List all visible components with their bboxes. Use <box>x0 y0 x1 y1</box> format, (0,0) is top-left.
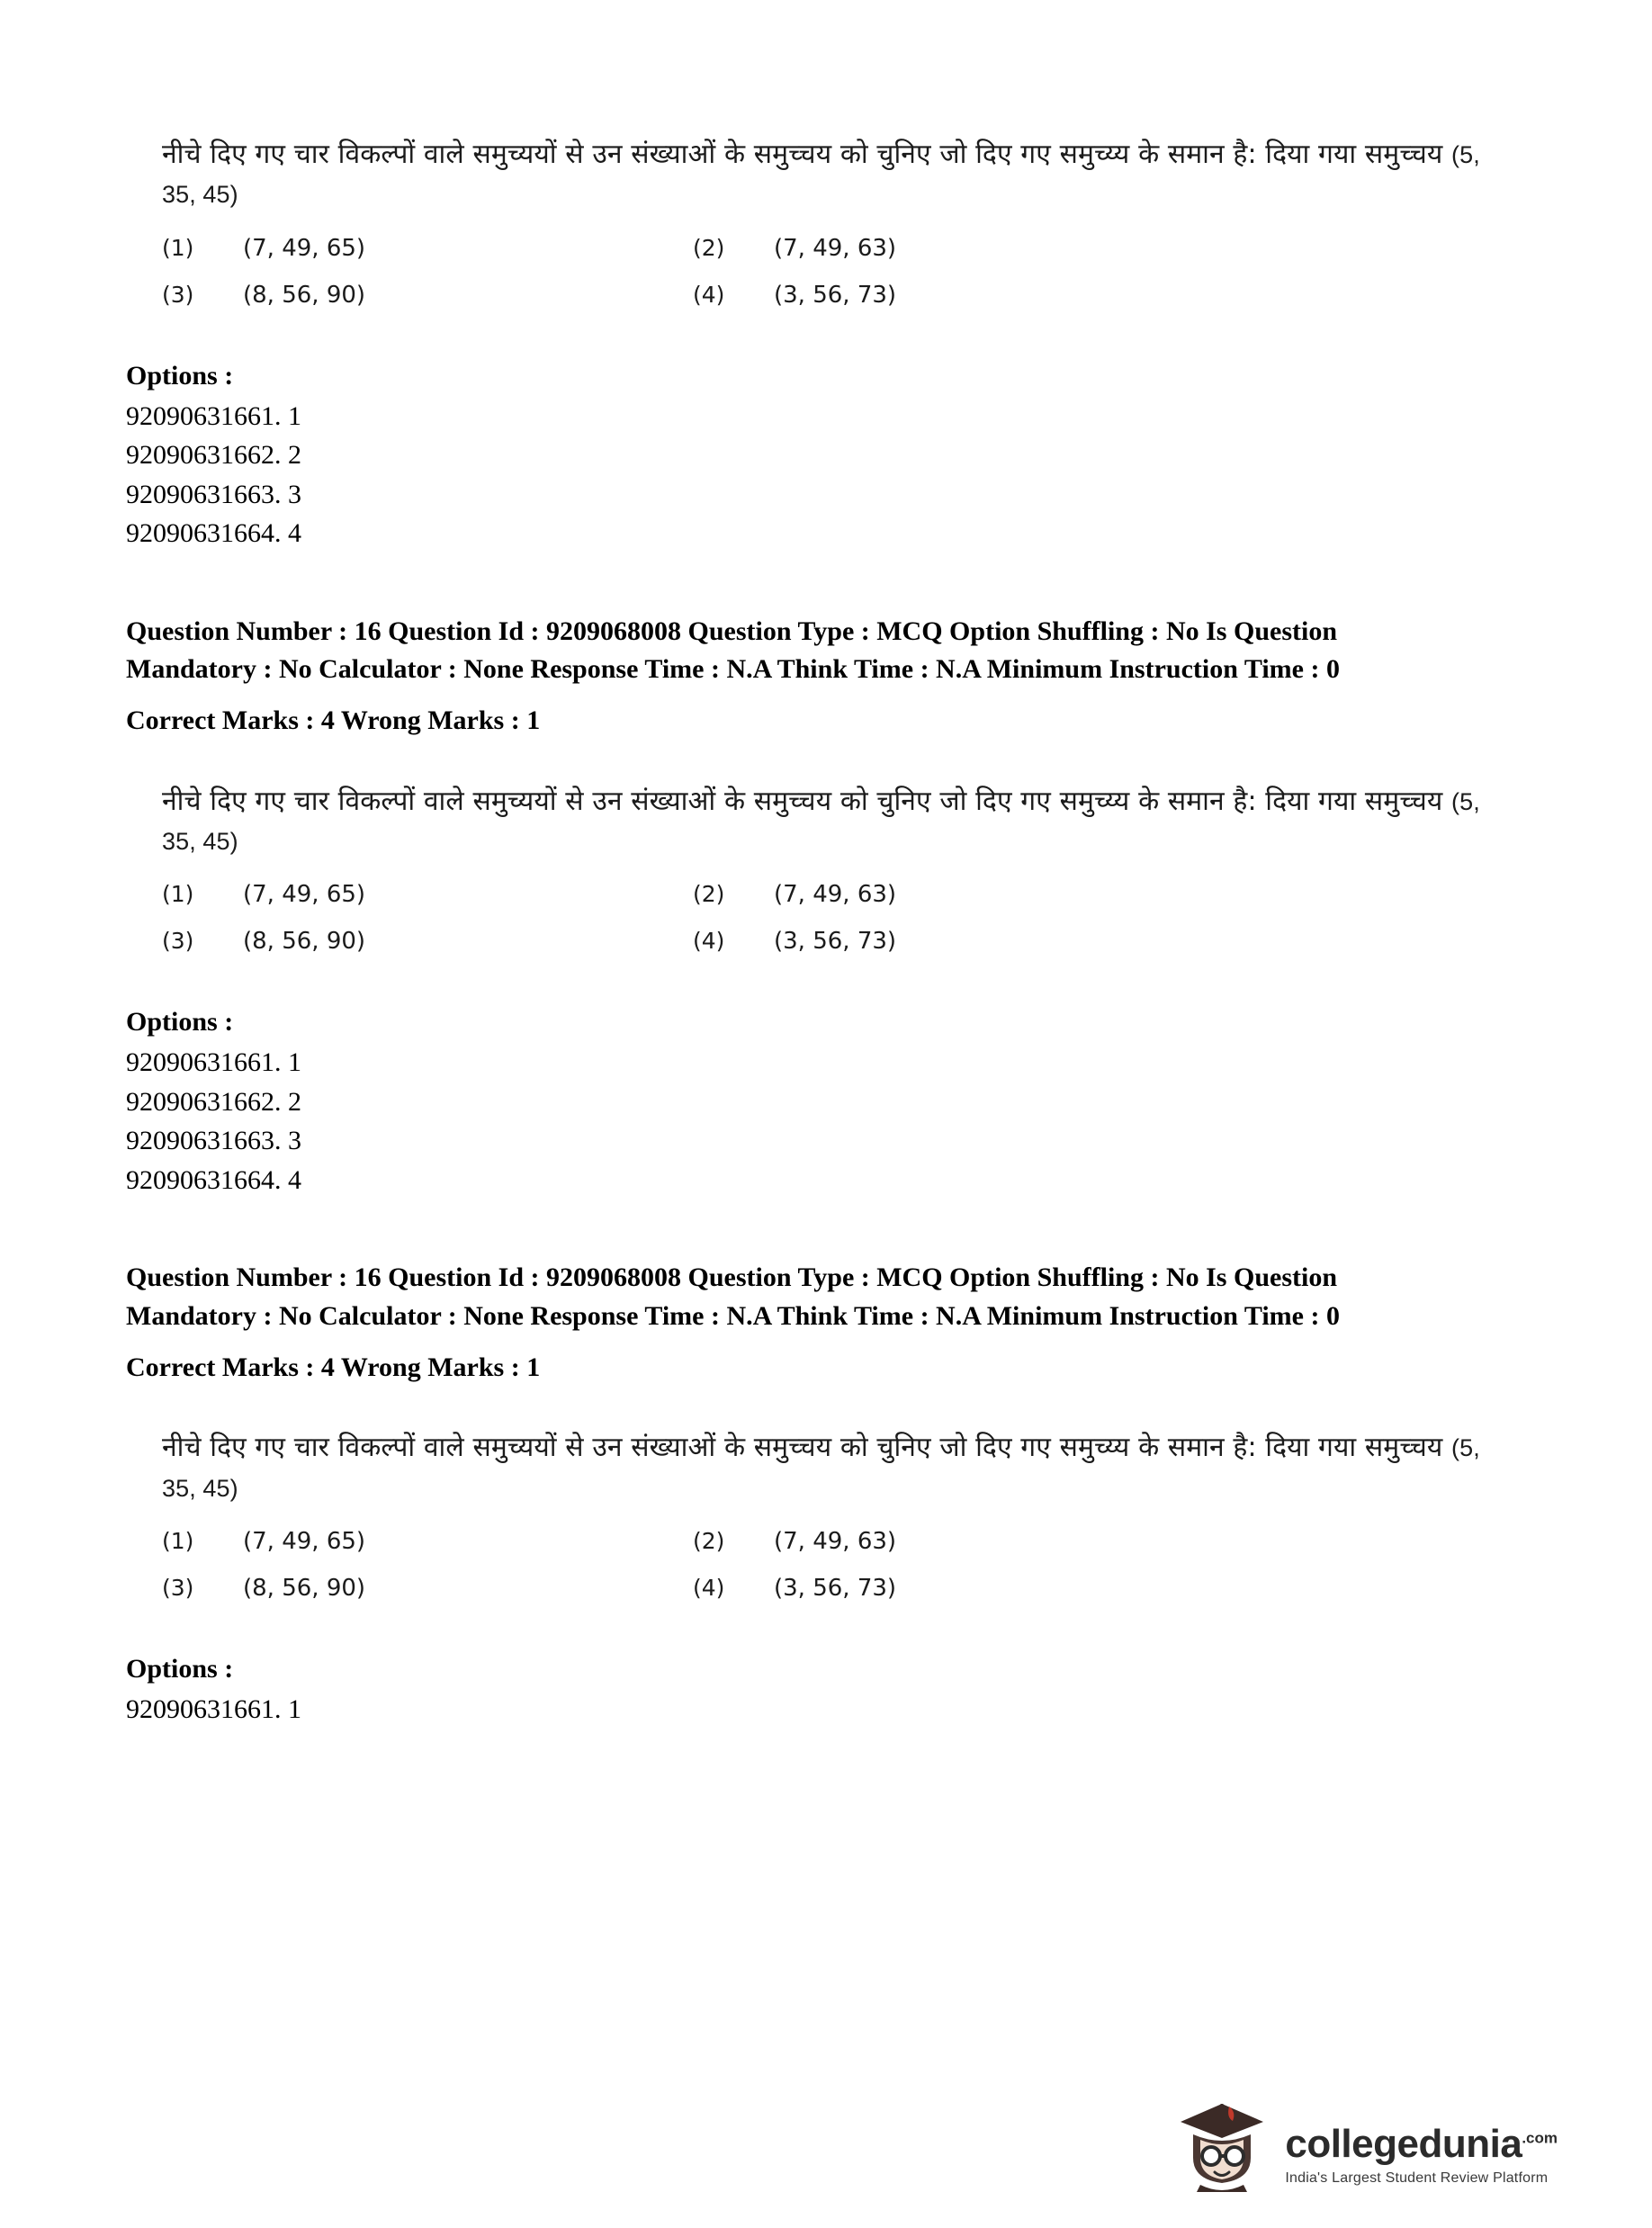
question-statement-main: नीचे दिए गए चार विकल्पों वाले समुच्ययों से उन संख्याओं के समुच्चय को चुनिए जो दिए गए समुच्य्य के समान है: दिया गया समुच्चय <box>162 785 1443 817</box>
option-item[interactable] <box>693 1575 1224 1602</box>
option-item[interactable] <box>162 235 693 262</box>
option-value: (3, 56, 73) <box>774 1574 897 1602</box>
option-value: (3, 56, 73) <box>774 928 897 956</box>
question-block <box>126 1428 1544 1729</box>
question-statement-main: नीचे दिए गए चार विकल्पों वाले समुच्ययों से उन संख्याओं के समुच्चय को चुनिए जो दिए गए समुच्य्य के समान है: दिया गया समुच्चय <box>162 1432 1443 1464</box>
option-number: (1) <box>162 234 194 261</box>
option-number: (4) <box>693 928 725 955</box>
option-row <box>162 928 1224 955</box>
option-row <box>162 881 1224 908</box>
option-number: (1) <box>162 1527 194 1554</box>
option-value: (7, 49, 65) <box>243 1527 366 1555</box>
option-item[interactable] <box>693 1528 1224 1555</box>
option-id: 92090631661. 1 <box>126 1047 301 1078</box>
question-options <box>162 881 1224 955</box>
watermark-text <box>1285 2122 1558 2192</box>
option-value: (8, 56, 90) <box>243 1574 366 1602</box>
option-id: 92090631662. 2 <box>126 440 301 471</box>
option-item[interactable] <box>693 282 1224 309</box>
option-number: (3) <box>162 281 194 308</box>
options-heading: Options : <box>126 360 234 391</box>
question-meta-line: Question Number : 16 Question Id : 9209068008 Question Type : MCQ Option Shuffling : No Is Question Mandatory : No Calculator : None Response Time : N.A Think Time : N.A Minimum Instruction Time : 0 <box>126 615 1340 685</box>
spacer <box>126 741 1544 782</box>
question-options <box>162 1528 1224 1602</box>
option-row <box>162 1528 1224 1555</box>
option-value: (7, 49, 65) <box>243 234 366 262</box>
watermark-brand <box>1285 2122 1558 2166</box>
question-statement-tail: (5, 35, 45) <box>162 141 1480 209</box>
option-value: (7, 49, 65) <box>243 881 366 909</box>
question-marks-line: Correct Marks : 4 Wrong Marks : 1 <box>126 1352 541 1382</box>
watermark-tagline: India's Largest Student Review Platform <box>1285 2170 1549 2186</box>
option-value: (8, 56, 90) <box>243 928 366 956</box>
collegedunia-watermark <box>1173 2091 1558 2192</box>
option-number: (4) <box>693 1574 725 1601</box>
option-item[interactable] <box>162 1575 693 1602</box>
option-item[interactable] <box>162 1528 693 1555</box>
option-id: 92090631664. 4 <box>126 1164 301 1195</box>
option-item[interactable] <box>693 881 1224 908</box>
question-block <box>126 782 1544 1200</box>
option-value: (8, 56, 90) <box>243 281 366 309</box>
spacer <box>126 1387 1544 1428</box>
question-marks-line: Correct Marks : 4 Wrong Marks : 1 <box>126 705 541 735</box>
option-row <box>162 1575 1224 1602</box>
option-value: (7, 49, 63) <box>774 1527 897 1555</box>
question-statement-tail: (5, 35, 45) <box>162 1434 1480 1502</box>
question-statement <box>162 782 1494 862</box>
graduate-avatar-icon <box>1173 2091 1270 2192</box>
option-value: (7, 49, 63) <box>774 234 897 262</box>
question-options <box>162 235 1224 309</box>
options-heading: Options : <box>126 1007 234 1038</box>
option-id: 92090631663. 3 <box>126 1126 301 1156</box>
question-statement <box>162 1428 1494 1508</box>
option-item[interactable] <box>162 928 693 955</box>
option-value: (3, 56, 73) <box>774 281 897 309</box>
watermark-brand-tld: .com <box>1522 2129 1558 2147</box>
options-heading: Options : <box>126 1653 234 1684</box>
option-number: (4) <box>693 281 725 308</box>
question-meta-block <box>126 1259 1544 1387</box>
option-number: (3) <box>162 928 194 955</box>
option-row <box>162 235 1224 262</box>
question-meta-block <box>126 613 1544 741</box>
question-block <box>126 135 1544 553</box>
question-statement <box>162 135 1494 215</box>
option-value: (7, 49, 63) <box>774 881 897 909</box>
option-item[interactable] <box>693 235 1224 262</box>
option-id: 92090631663. 3 <box>126 479 301 509</box>
watermark-brand-name: collegedunia <box>1285 2122 1522 2166</box>
option-id: 92090631661. 1 <box>126 1693 301 1724</box>
option-number: (2) <box>693 1527 725 1554</box>
question-statement-tail: (5, 35, 45) <box>162 787 1480 855</box>
option-row <box>162 282 1224 309</box>
option-number: (1) <box>162 881 194 908</box>
option-number: (2) <box>693 881 725 908</box>
option-item[interactable] <box>162 881 693 908</box>
option-number: (3) <box>162 1574 194 1601</box>
option-item[interactable] <box>162 282 693 309</box>
option-number: (2) <box>693 234 725 261</box>
question-meta-line: Question Number : 16 Question Id : 9209068008 Question Type : MCQ Option Shuffling : No Is Question Mandatory : No Calculator : None Response Time : N.A Think Time : N.A Minimum Instruction Time : 0 <box>126 1262 1340 1331</box>
option-id: 92090631664. 4 <box>126 518 301 549</box>
option-id: 92090631661. 1 <box>126 400 301 431</box>
question-statement-main: नीचे दिए गए चार विकल्पों वाले समुच्ययों से उन संख्याओं के समुच्चय को चुनिए जो दिए गए समुच्य्य के समान है: दिया गया समुच्चय <box>162 139 1443 170</box>
option-id: 92090631662. 2 <box>126 1086 301 1117</box>
option-item[interactable] <box>693 928 1224 955</box>
